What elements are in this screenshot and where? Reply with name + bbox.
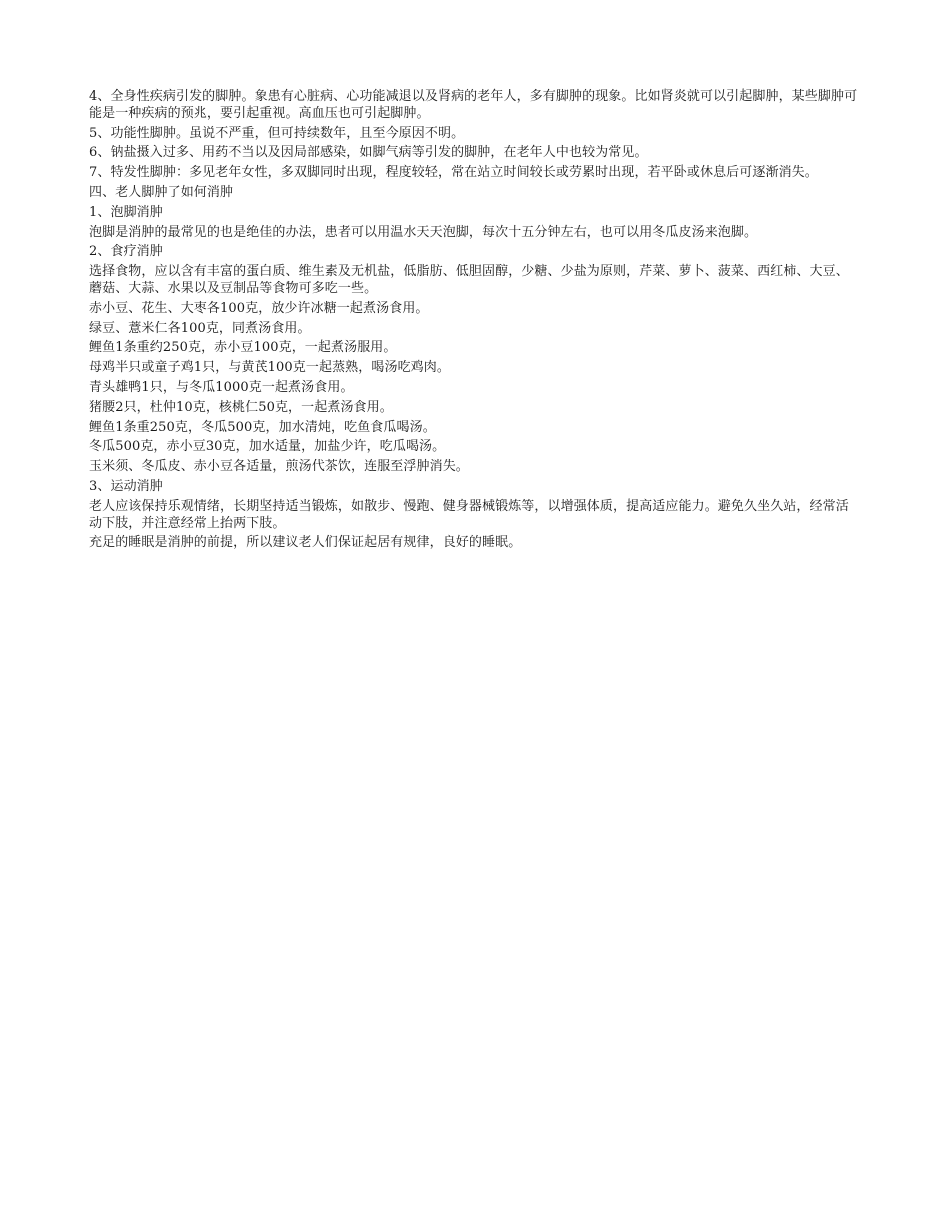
recipe-item: 猪腰2只，杜仲10克，核桃仁50克，一起煮汤食用。 <box>89 399 393 415</box>
paragraph-functional: 5、功能性脚肿。虽说不严重，但可持续数年，且至今原因不明。 <box>89 125 465 141</box>
recipe-item: 玉米须、冬瓜皮、赤小豆各适量，煎汤代茶饮，连服至浮肿消失。 <box>89 459 469 475</box>
recipe-item: 赤小豆、花生、大枣各100克，放少许冰糖一起煮汤食用。 <box>89 300 429 316</box>
paragraph-foot-soak: 泡脚是消肿的最常见的也是绝佳的办法，患者可以用温水天天泡脚，每次十五分钟左右，也可以用冬瓜皮汤来泡脚。 <box>89 224 758 240</box>
recipe-item: 母鸡半只或童子鸡1只，与黄芪100克一起蒸熟，喝汤吃鸡肉。 <box>89 360 450 376</box>
subheading-diet: 2、食疗消肿 <box>89 244 163 260</box>
recipe-item: 青头雄鸭1只，与冬瓜1000克一起煮汤食用。 <box>89 379 354 395</box>
subheading-exercise: 3、运动消肿 <box>89 478 163 494</box>
recipe-item: 鲤鱼1条重250克，冬瓜500克，加水清炖，吃鱼食瓜喝汤。 <box>89 419 436 435</box>
section-heading-remedies: 四、老人脚肿了如何消肿 <box>89 184 234 200</box>
subheading-foot-soak: 1、泡脚消肿 <box>89 204 163 220</box>
paragraph-idiopathic: 7、特发性脚肿：多见老年女性，多双脚同时出现，程度较轻，常在站立时间较长或劳累时出现，若平卧或休息后可逐渐消失。 <box>89 165 818 181</box>
paragraph-sleep: 充足的睡眠是消肿的前提，所以建议老人们保证起居有规律，良好的睡眠。 <box>89 535 522 551</box>
paragraph-diet-intro: 选择食物，应以含有丰富的蛋白质、维生素及无机盐，低脂肪、低胆固醇，少糖、少盐为原则，芹菜、萝卜、菠菜、西红柿、大豆、蘑菇、大蒜、水果以及豆制品等食物可多吃一些。 <box>89 264 849 296</box>
recipe-item: 冬瓜500克，赤小豆30克，加水适量，加盐少许，吃瓜喝汤。 <box>89 439 446 455</box>
document-body <box>89 89 861 555</box>
recipe-item: 绿豆、薏米仁各100克，同煮汤食用。 <box>89 320 311 336</box>
paragraph-systemic-disease: 4、全身性疾病引发的脚肿。象患有心脏病、心功能减退以及肾病的老年人，多有脚肿的现象。比如肾炎就可以引起脚肿，某些脚肿可能是一种疾病的预兆，要引起重视。高血压也可引起脚肿。 <box>89 89 858 121</box>
paragraph-sodium: 6、钠盐摄入过多、用药不当以及因局部感染，如脚气病等引发的脚肿，在老年人中也较为常见。 <box>89 145 648 161</box>
paragraph-exercise: 老人应该保持乐观情绪，长期坚持适当锻炼，如散步、慢跑、健身器械锻炼等，以增强体质，提高适应能力。避免久坐久站，经常活动下肢，并注意经常上抬两下肢。 <box>89 498 849 531</box>
recipe-item: 鲤鱼1条重约250克，赤小豆100克，一起煮汤服用。 <box>89 340 397 356</box>
